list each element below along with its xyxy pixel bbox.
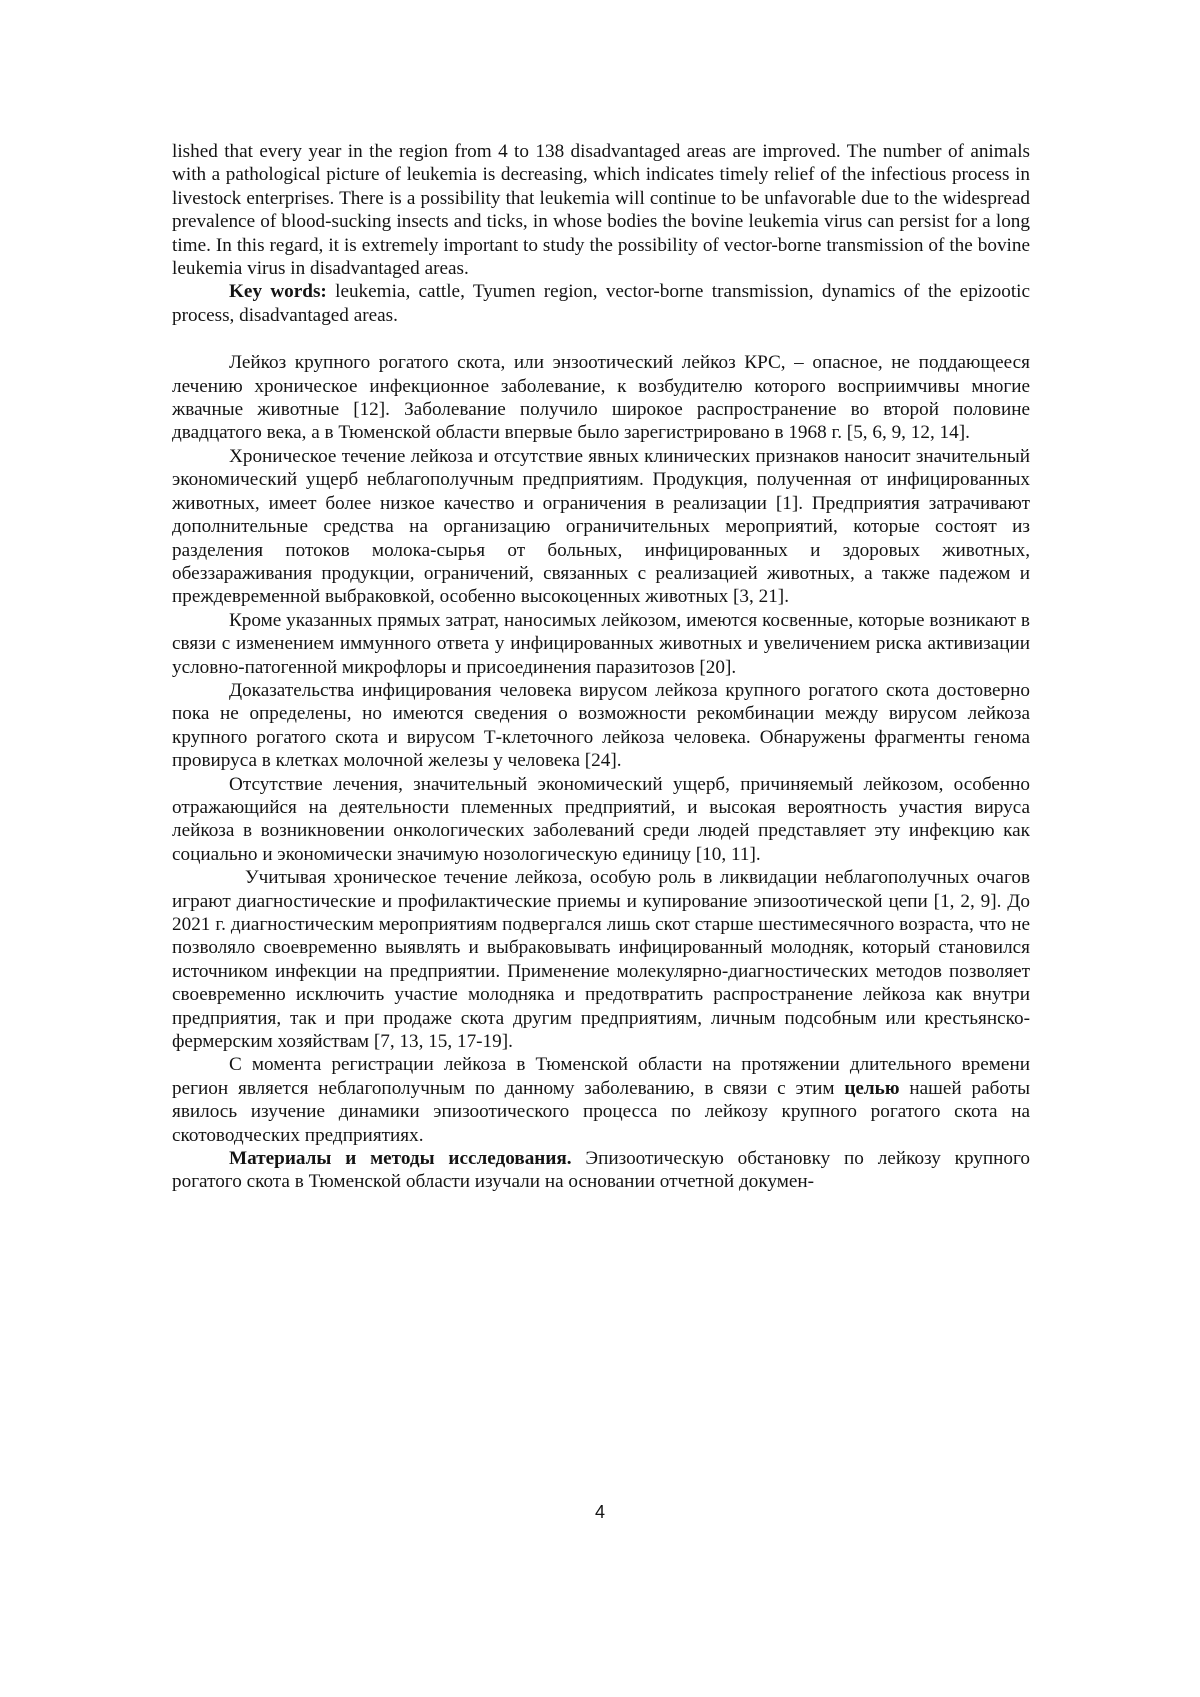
page-number: 4 xyxy=(594,1502,605,1522)
abstract-paragraph: lished that every year in the region from 4 to 138 disadvantaged areas are improved. The number of animals with a pathological picture of leukemia is decreasing, which indicates timely relief of the infectious process in livestock enterprises. There is a possibility that leukemia will continue to be unfavorable due to the widespread prevalence of blood-sucking insects and ticks, in whose bodies the bovine leukemia virus can persist for a long time. In this regard, it is extremely important to study the possibility of vector-borne transmission of the bovine leukemia virus in disadvantaged areas. xyxy=(172,141,1030,280)
methods-heading: Материалы и методы исследования. xyxy=(229,1148,572,1170)
body-paragraph-5: Отсутствие лечения, значительный экономический ущерб, причиняемый лейкозом, особенно отражающийся на деятельности племенных предприятий, и высокая вероятность участия вируса лейкоза в возникновении онкологических заболеваний среди людей представляет эту инфекцию как социально и экономически значимую нозологическую единицу [10, 11]. xyxy=(172,773,1030,865)
keywords-text: leukemia, cattle, Tyumen region, vector-borne transmission, dynamics of the epizootic process, disadvantaged areas. xyxy=(172,281,1031,326)
aim-text-after: нашей работы явилось изучение динамики эпизоотического процесса по лейкозу крупного рогатого скота на скотоводческих предприятиях. xyxy=(172,1077,1030,1146)
page-content xyxy=(172,140,1030,1194)
methods-paragraph xyxy=(172,1147,1030,1194)
aim-text-before: С момента регистрации лейкоза в Тюменской области на протяжении длительного времени регион является неблагополучным по данному заболеванию, в связи с этим xyxy=(172,1054,1030,1099)
body-paragraph-7 xyxy=(172,1053,1030,1147)
keywords-label: Key words: xyxy=(229,281,327,303)
body-paragraph-2: Хроническое течение лейкоза и отсутствие явных клинических признаков наносит значительный экономический ущерб неблагополучным предприятиям. Продукция, полученная от инфицированных животных, имеет более низкое качество и ограничения в реализации [1]. Предприятия затрачивают дополнительные средства на организацию ограничительных мероприятий, которые состоят из разделения потоков молока-сырья от больных, инфицированных и здоровых животных, обеззараживания продукции, ограничений, связанных с реализацией животных, а также падежом и преждевременной выбраковкой, особенно высокоценных животных [3, 21]. xyxy=(172,445,1030,608)
aim-keyword: целью xyxy=(844,1077,900,1099)
section-gap xyxy=(172,327,1030,351)
body-paragraph-6: Учитывая хроническое течение лейкоза, особую роль в ликвидации неблагополучных очагов играют диагностические и профилактические приемы и купирование эпизоотической цепи [1, 2, 9]. До 2021 г. диагностическим мероприятиям подвергался лишь скот старше шестимесячного возраста, что не позволяло своевременно выявлять и выбраковывать инфицированный молодняк, который становился источником инфекции на предприятии. Применение молекулярно-диагностических методов позволяет своевременно исключить участие молодняка и предотвратить распространение лейкоза как внутри предприятия, так и при продаже скота другим предприятиям, личным подсобным или крестьянско-фермерским хозяйствам [7, 13, 15, 17-19]. xyxy=(172,867,1030,1053)
body-paragraph-3: Кроме указанных прямых затрат, наносимых лейкозом, имеются косвенные, которые возникают в связи с изменением иммунного ответа у инфицированных животных и увеличением риска активизации условно-патогенной микрофлоры и присоединения паразитозов [20]. xyxy=(172,609,1030,678)
body-paragraph-4: Доказательства инфицирования человека вирусом лейкоза крупного рогатого скота достоверно пока не определены, но имеются сведения о возможности рекомбинации между вирусом лейкоза крупного рогатого скота и вирусом Т-клеточного лейкоза человека. Обнаружены фрагменты генома провируса в клетках молочной железы у человека [24]. xyxy=(172,679,1030,772)
keywords-paragraph xyxy=(172,280,1030,327)
body-paragraph-1: Лейкоз крупного рогатого скота, или энзоотический лейкоз КРС, – опасное, не поддающееся лечению хроническое инфекционное заболевание, к возбудителю которого восприимчивы многие жвачные животные [12]. Заболевание получило широкое распространение во второй половине двадцатого века, а в Тюменской области впервые было зарегистрировано в 1968 г. [5, 6, 9, 12, 14]. xyxy=(172,352,1030,444)
methods-text: Эпизоотическую обстановку по лейкозу крупного рогатого скота в Тюменской области изучали на основании отчетной докумен- xyxy=(172,1148,1031,1193)
